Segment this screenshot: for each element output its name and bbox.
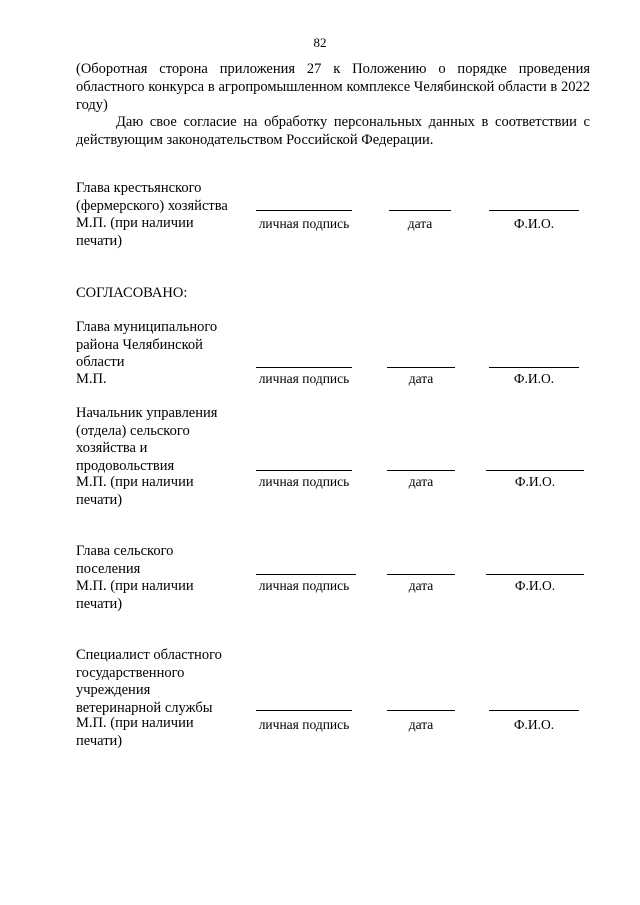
intro-text: (Оборотная сторона приложения 27 к Положению о порядке проведения областного конкурса в агропромышленном комплексе Челябинской области в 2022 году): [76, 61, 590, 113]
date-line[interactable]: [387, 470, 455, 471]
role-title: Глава сельского поселения: [76, 543, 174, 577]
date-caption: дата: [407, 216, 433, 231]
stamp-note: М.П. (при наличии печати): [76, 474, 194, 508]
signature-line[interactable]: [256, 367, 352, 368]
name-line[interactable]: [489, 367, 579, 368]
name-caption: Ф.И.О.: [514, 578, 556, 593]
role-title: Специалист областного государственного учреждения ветеринарной службы: [76, 647, 222, 716]
role-title: Начальник управления (отдела) сельского хозяйства и продовольствия: [76, 405, 218, 474]
consent-text: Даю свое согласие на обработку персональных данных в соответствии с действующим законодательством Российской Федерации.: [76, 114, 590, 148]
date-caption: дата: [408, 578, 434, 593]
role-title: Глава муниципального района Челябинской области: [76, 319, 218, 370]
date-line[interactable]: [387, 710, 455, 711]
stamp-note: М.П.: [76, 371, 107, 387]
signature-line[interactable]: [256, 210, 352, 211]
date-line[interactable]: [387, 367, 455, 368]
signature-caption: личная подпись: [258, 216, 350, 231]
date-line[interactable]: [387, 574, 455, 575]
name-caption: Ф.И.О.: [513, 371, 555, 386]
name-line[interactable]: [486, 470, 584, 471]
agreed-heading: СОГЛАСОВАНО:: [76, 285, 188, 301]
stamp-note: М.П. (при наличии печати): [76, 215, 194, 249]
signature-caption: личная подпись: [258, 717, 350, 732]
date-caption: дата: [408, 717, 434, 732]
signature-caption: личная подпись: [258, 474, 350, 489]
name-line[interactable]: [489, 210, 579, 211]
date-line[interactable]: [389, 210, 451, 211]
signature-line[interactable]: [256, 470, 352, 471]
stamp-note: М.П. (при наличии печати): [76, 578, 194, 612]
name-line[interactable]: [489, 710, 579, 711]
stamp-note: М.П. (при наличии печати): [76, 715, 194, 749]
signature-line[interactable]: [256, 574, 356, 575]
signature-caption: личная подпись: [258, 371, 350, 386]
role-title: Глава крестьянского (фермерского) хозяйства: [76, 180, 228, 214]
name-line[interactable]: [486, 574, 584, 575]
date-caption: дата: [408, 474, 434, 489]
date-caption: дата: [408, 371, 434, 386]
name-caption: Ф.И.О.: [513, 216, 555, 231]
signature-line[interactable]: [256, 710, 352, 711]
name-caption: Ф.И.О.: [513, 717, 555, 732]
page-number: 82: [313, 35, 327, 50]
signature-caption: личная подпись: [258, 578, 350, 593]
name-caption: Ф.И.О.: [514, 474, 556, 489]
